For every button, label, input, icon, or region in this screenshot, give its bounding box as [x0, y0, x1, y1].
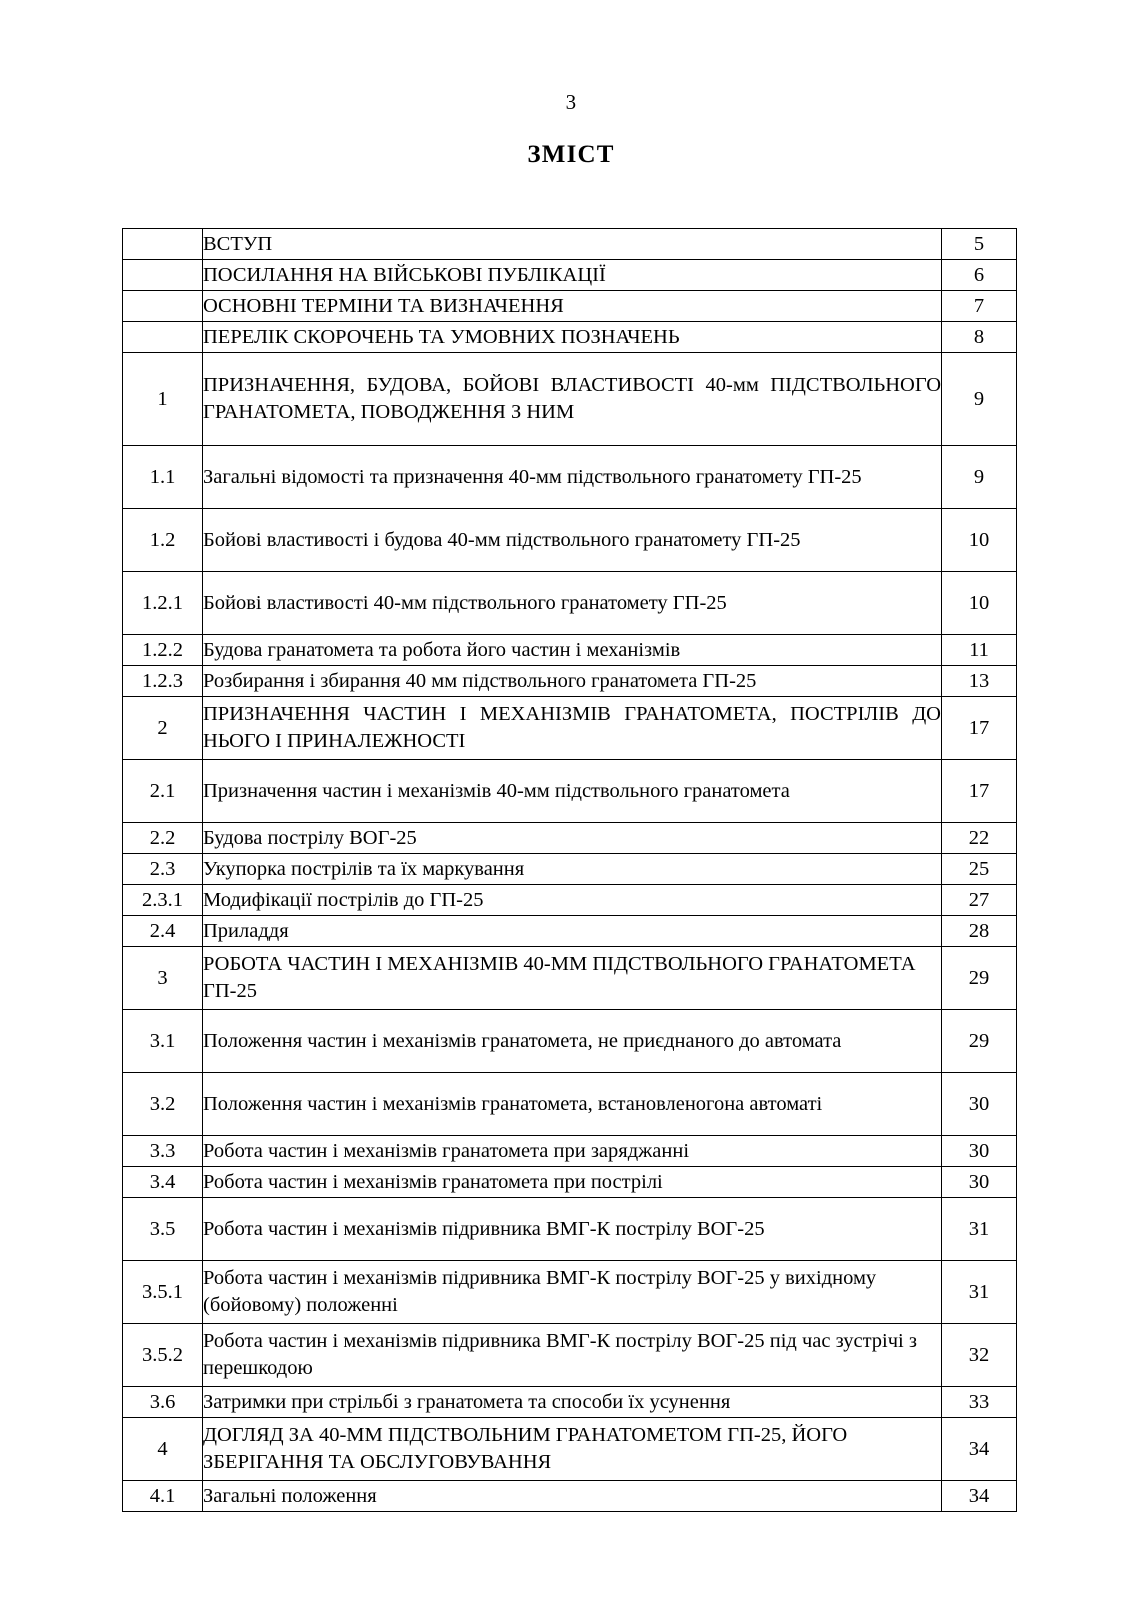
toc-entry-title[interactable]: ОСНОВНІ ТЕРМІНИ ТА ВИЗНАЧЕННЯ [203, 291, 942, 322]
toc-entry-page: 30 [942, 1136, 1017, 1167]
toc-entry-title[interactable]: Затримки при стрільбі з гранатомета та способи їх усунення [203, 1387, 942, 1418]
table-row[interactable] [123, 1073, 1017, 1136]
toc-entry-page: 17 [942, 760, 1017, 823]
toc-entry-number [123, 260, 203, 291]
toc-entry-number: 1.2.3 [123, 666, 203, 697]
toc-entry-page: 9 [942, 353, 1017, 446]
toc-entry-page: 29 [942, 1010, 1017, 1073]
table-row[interactable] [123, 353, 1017, 446]
table-row[interactable] [123, 666, 1017, 697]
toc-entry-number: 1 [123, 353, 203, 446]
toc-entry-title[interactable]: ПОСИЛАННЯ НА ВІЙСЬКОВІ ПУБЛІКАЦІЇ [203, 260, 942, 291]
toc-entry-title[interactable]: Приладдя [203, 916, 942, 947]
toc-entry-title[interactable]: ПЕРЕЛІК СКОРОЧЕНЬ ТА УМОВНИХ ПОЗНАЧЕНЬ [203, 322, 942, 353]
toc-entry-number: 2.1 [123, 760, 203, 823]
table-of-contents [122, 228, 1016, 1512]
toc-entry-title[interactable]: Модифікації пострілів до ГП-25 [203, 885, 942, 916]
toc-entry-title[interactable]: ДОГЛЯД ЗА 40-ММ ПІДСТВОЛЬНИМ ГРАНАТОМЕТОМ ГП-25, ЙОГО ЗБЕРІГАННЯ ТА ОБСЛУГОВУВАННЯ [203, 1418, 942, 1481]
toc-entry-number: 1.2 [123, 509, 203, 572]
toc-entry-page: 27 [942, 885, 1017, 916]
table-row[interactable] [123, 916, 1017, 947]
toc-entry-page: 10 [942, 572, 1017, 635]
toc-entry-title[interactable]: Бойові властивості 40-мм підствольного гранатомету ГП-25 [203, 572, 942, 635]
toc-entry-page: 31 [942, 1261, 1017, 1324]
toc-entry-number: 3 [123, 947, 203, 1010]
table-row[interactable] [123, 1481, 1017, 1512]
toc-entry-number: 3.1 [123, 1010, 203, 1073]
toc-entry-title[interactable]: Розбирання і збирання 40 мм підствольного гранатомета ГП-25 [203, 666, 942, 697]
toc-entry-title[interactable]: ПРИЗНАЧЕННЯ, БУДОВА, БОЙОВІ ВЛАСТИВОСТІ 40-мм ПІДСТВОЛЬНОГО ГРАНАТОМЕТА, ПОВОДЖЕННЯ З НИМ [203, 353, 942, 446]
page-title: ЗМІСТ [527, 141, 615, 168]
table-row[interactable] [123, 260, 1017, 291]
toc-table-body [123, 229, 1017, 1512]
toc-entry-page: 9 [942, 446, 1017, 509]
toc-entry-page: 32 [942, 1324, 1017, 1387]
toc-entry-number: 2.3.1 [123, 885, 203, 916]
toc-entry-number: 3.5.1 [123, 1261, 203, 1324]
toc-entry-page: 22 [942, 823, 1017, 854]
toc-entry-number: 3.2 [123, 1073, 203, 1136]
table-row[interactable] [123, 760, 1017, 823]
toc-entry-title[interactable]: Робота частин і механізмів підривника ВМГ-К пострілу ВОГ-25 у вихідному (бойовому) положенні [203, 1261, 942, 1324]
table-row[interactable] [123, 854, 1017, 885]
toc-entry-number: 2.2 [123, 823, 203, 854]
table-row[interactable] [123, 229, 1017, 260]
toc-entry-title[interactable]: Будова пострілу ВОГ-25 [203, 823, 942, 854]
toc-entry-number [123, 322, 203, 353]
toc-entry-number: 3.4 [123, 1167, 203, 1198]
toc-entry-number: 3.5 [123, 1198, 203, 1261]
toc-entry-number: 3.6 [123, 1387, 203, 1418]
toc-entry-title[interactable]: Положення частин і механізмів гранатомета, не приєднаного до автомата [203, 1010, 942, 1073]
table-row[interactable] [123, 635, 1017, 666]
table-row[interactable] [123, 1198, 1017, 1261]
toc-entry-title[interactable]: РОБОТА ЧАСТИН І МЕХАНІЗМІВ 40-ММ ПІДСТВОЛЬНОГО ГРАНАТОМЕТА ГП-25 [203, 947, 942, 1010]
table-row[interactable] [123, 291, 1017, 322]
table-row[interactable] [123, 322, 1017, 353]
toc-entry-number [123, 229, 203, 260]
toc-entry-page: 6 [942, 260, 1017, 291]
table-row[interactable] [123, 1324, 1017, 1387]
toc-entry-number: 2.3 [123, 854, 203, 885]
table-row[interactable] [123, 1418, 1017, 1481]
toc-entry-page: 30 [942, 1073, 1017, 1136]
table-row[interactable] [123, 1136, 1017, 1167]
toc-entry-number: 1.1 [123, 446, 203, 509]
toc-entry-title[interactable]: Загальні положення [203, 1481, 942, 1512]
toc-entry-title[interactable]: Робота частин і механізмів гранатомета при заряджанні [203, 1136, 942, 1167]
table-row[interactable] [123, 572, 1017, 635]
table-row[interactable] [123, 1261, 1017, 1324]
toc-entry-page: 11 [942, 635, 1017, 666]
toc-entry-page: 29 [942, 947, 1017, 1010]
table-row[interactable] [123, 697, 1017, 760]
table-row[interactable] [123, 1387, 1017, 1418]
toc-entry-title[interactable]: ВСТУП [203, 229, 942, 260]
toc-entry-title[interactable]: Бойові властивості і будова 40-мм підствольного гранатомету ГП-25 [203, 509, 942, 572]
toc-entry-page: 33 [942, 1387, 1017, 1418]
toc-entry-title[interactable]: Будова гранатомета та робота його частин і механізмів [203, 635, 942, 666]
toc-entry-page: 28 [942, 916, 1017, 947]
toc-entry-page: 7 [942, 291, 1017, 322]
toc-entry-title[interactable]: Положення частин і механізмів гранатомета, встановленогона автоматі [203, 1073, 942, 1136]
toc-entry-number: 4 [123, 1418, 203, 1481]
toc-entry-page: 17 [942, 697, 1017, 760]
toc-entry-number: 3.5.2 [123, 1324, 203, 1387]
toc-entry-number: 1.2.2 [123, 635, 203, 666]
toc-entry-number [123, 291, 203, 322]
toc-entry-page: 31 [942, 1198, 1017, 1261]
toc-entry-title[interactable]: ПРИЗНАЧЕННЯ ЧАСТИН І МЕХАНІЗМІВ ГРАНАТОМЕТА, ПОСТРІЛІВ ДО НЬОГО І ПРИНАЛЕЖНОСТІ [203, 697, 942, 760]
toc-entry-page: 30 [942, 1167, 1017, 1198]
toc-entry-title[interactable]: Призначення частин і механізмів 40-мм підствольного гранатомета [203, 760, 942, 823]
toc-entry-title[interactable]: Робота частин і механізмів підривника ВМГ-К пострілу ВОГ-25 [203, 1198, 942, 1261]
table-row[interactable] [123, 885, 1017, 916]
toc-entry-number: 4.1 [123, 1481, 203, 1512]
toc-entry-page: 25 [942, 854, 1017, 885]
toc-entry-page: 34 [942, 1418, 1017, 1481]
table-row[interactable] [123, 823, 1017, 854]
table-row[interactable] [123, 509, 1017, 572]
toc-entry-number: 3.3 [123, 1136, 203, 1167]
toc-entry-page: 10 [942, 509, 1017, 572]
table-row[interactable] [123, 947, 1017, 1010]
page-number: 3 [565, 90, 577, 114]
toc-entry-page: 13 [942, 666, 1017, 697]
toc-entry-number: 2 [123, 697, 203, 760]
toc-table [122, 228, 1017, 1512]
toc-entry-number: 1.2.1 [123, 572, 203, 635]
table-row[interactable] [123, 1167, 1017, 1198]
toc-entry-page: 5 [942, 229, 1017, 260]
toc-entry-title[interactable]: Укупорка пострілів та їх маркування [203, 854, 942, 885]
toc-entry-page: 8 [942, 322, 1017, 353]
toc-entry-title[interactable]: Робота частин і механізмів гранатомета при пострілі [203, 1167, 942, 1198]
toc-entry-title[interactable]: Робота частин і механізмів підривника ВМГ-К пострілу ВОГ-25 під час зустрічі з перешкодою [203, 1324, 942, 1387]
toc-entry-number: 2.4 [123, 916, 203, 947]
toc-entry-page: 34 [942, 1481, 1017, 1512]
table-row[interactable] [123, 446, 1017, 509]
table-row[interactable] [123, 1010, 1017, 1073]
toc-entry-title[interactable]: Загальні відомості та призначення 40-мм підствольного гранатомету ГП-25 [203, 446, 942, 509]
